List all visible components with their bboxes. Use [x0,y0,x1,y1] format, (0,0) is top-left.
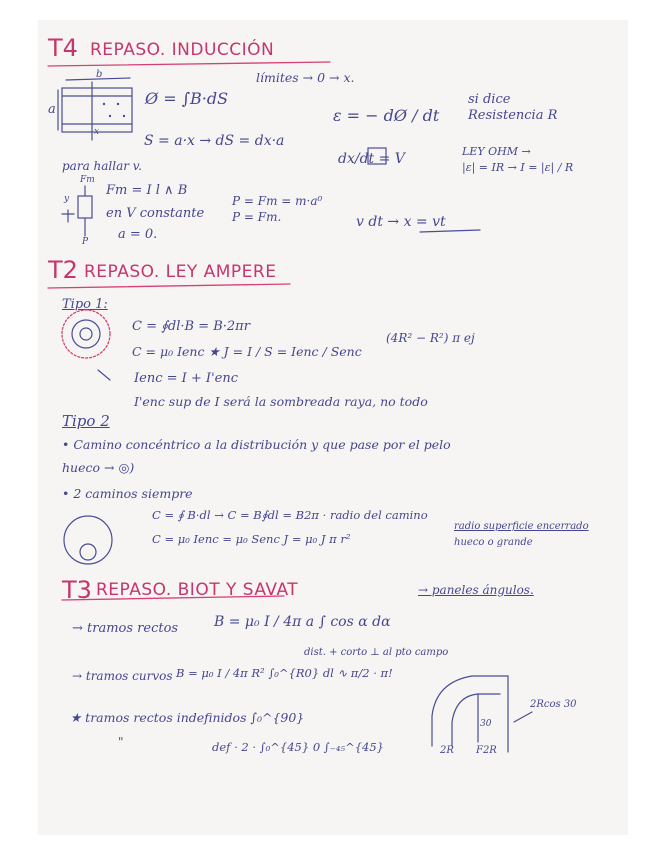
velocity-box [368,148,386,164]
position-formula: v dt → x = vt [356,214,446,230]
weight-formula-1: P = Fm = m·a⁰ [232,194,323,208]
ampere-law: C = μ₀ Ienc ★ J = I / S = Ienc / Senc [132,344,362,359]
vt-underline [420,230,480,232]
section2-underline [48,284,290,288]
fig-label-2r: 2R [440,745,454,756]
straight-segments: → tramos rectos [72,621,179,636]
emf-formula: ε = − dØ / dt [333,106,440,125]
label-p: P [82,237,89,247]
ohm-formula: |ε| = IR → I = |ε| / R [462,161,574,174]
tipo2-heading: Tipo 2 [62,412,110,430]
note-limites: límites → 0 → x. [256,70,355,85]
section2-number: T2 [48,256,78,284]
section1-number: T4 [48,34,78,62]
area-formula: S = a·x → dS = dx·a [144,133,285,149]
label-a: a [48,102,56,117]
enclosed-note: I'enc sup de I será la sombreada raya, no todo [134,394,428,409]
ampere-circle-diagram [62,310,110,358]
fig-top-label: 2Rcos 30 [530,699,577,710]
biot-path-figure [432,676,532,752]
weight-formula-2: P = Fm. [232,210,282,224]
infinite-formula: def · 2 · ∫₀^{45} 0 ∫₋₄₅^{45} [212,740,384,754]
tipo1-heading: Tipo 1: [62,297,108,312]
section3-underline [62,596,284,600]
note-vconst: en V constante [106,206,205,221]
curved-segments: → tramos curvos [72,669,173,683]
velocity-formula: dx/dt = V [338,151,405,167]
section3-title: REPASO. BIOT Y SAVAT [96,580,299,600]
fig-angle-label: 30 [480,719,492,729]
ditto-mark: " [118,735,124,749]
force-formula: Fm = I l ∧ B [106,183,188,198]
tipo2-formula1: C = ∮ B·dl → C = B∮dl = B2π · radio del camino [152,508,428,522]
note-hallar: para hallar v. [62,159,142,173]
ohm-law: LEY OHM → [462,145,531,158]
tipo2-formula2: C = μ₀ Ienc = μ₀ Senc J = μ₀ J π r² [152,532,351,546]
tipo2-note-hueco: hueco o grande [454,537,533,548]
concentric-hole-diagram [64,516,112,564]
infinite-segments: ★ tramos rectos indefinidos ∫₀^{90} [70,710,305,725]
section2-title: REPASO. LEY AMPERE [84,262,277,282]
area-difference: (4R² − R²) π ej [386,331,475,345]
biot-straight-formula: B = μ₀ I / 4π a ∫ cos α dα [214,614,391,630]
label-y: y [64,194,70,204]
section3-number: T3 [62,576,92,604]
enclosed-current: Ienc = I + I'enc [134,371,238,386]
section1-underline [48,62,330,66]
tipo2-line1: • Camino concéntrico a la distribución y que pase por el pelo [62,437,451,452]
label-fm: Fm [80,175,95,185]
label-x: x [94,127,100,137]
label-b: b [96,69,103,80]
tipo2-note-radio: radio superficie encerrado [454,521,589,532]
section1-title: REPASO. INDUCCIÓN [90,40,275,60]
tipo2-line2: hueco → ◎) [62,460,135,475]
angles-note: → paneles ángulos. [418,583,534,597]
fig-label-f2r: F2R [476,745,497,756]
tipo2-line3: • 2 caminos siempre [62,486,193,501]
biot-curved-formula: B = μ₀ I / 4π R² ∫₀^{R0} dl ∿ π/2 · π! [176,666,393,680]
enclosed-arrow [98,370,110,380]
flux-formula: Ø = ∫B·dS [145,89,229,108]
rail-circuit-diagram [58,78,132,140]
resistance-note: si dice Resistencia R [468,92,558,124]
hanging-mass-diagram [62,186,92,236]
ampere-circulation: C = ∮dl·B = B·2πr [132,319,250,334]
distance-note: dist. + corto ⊥ al pto campo [304,647,449,658]
note-a0: a = 0. [118,227,158,242]
